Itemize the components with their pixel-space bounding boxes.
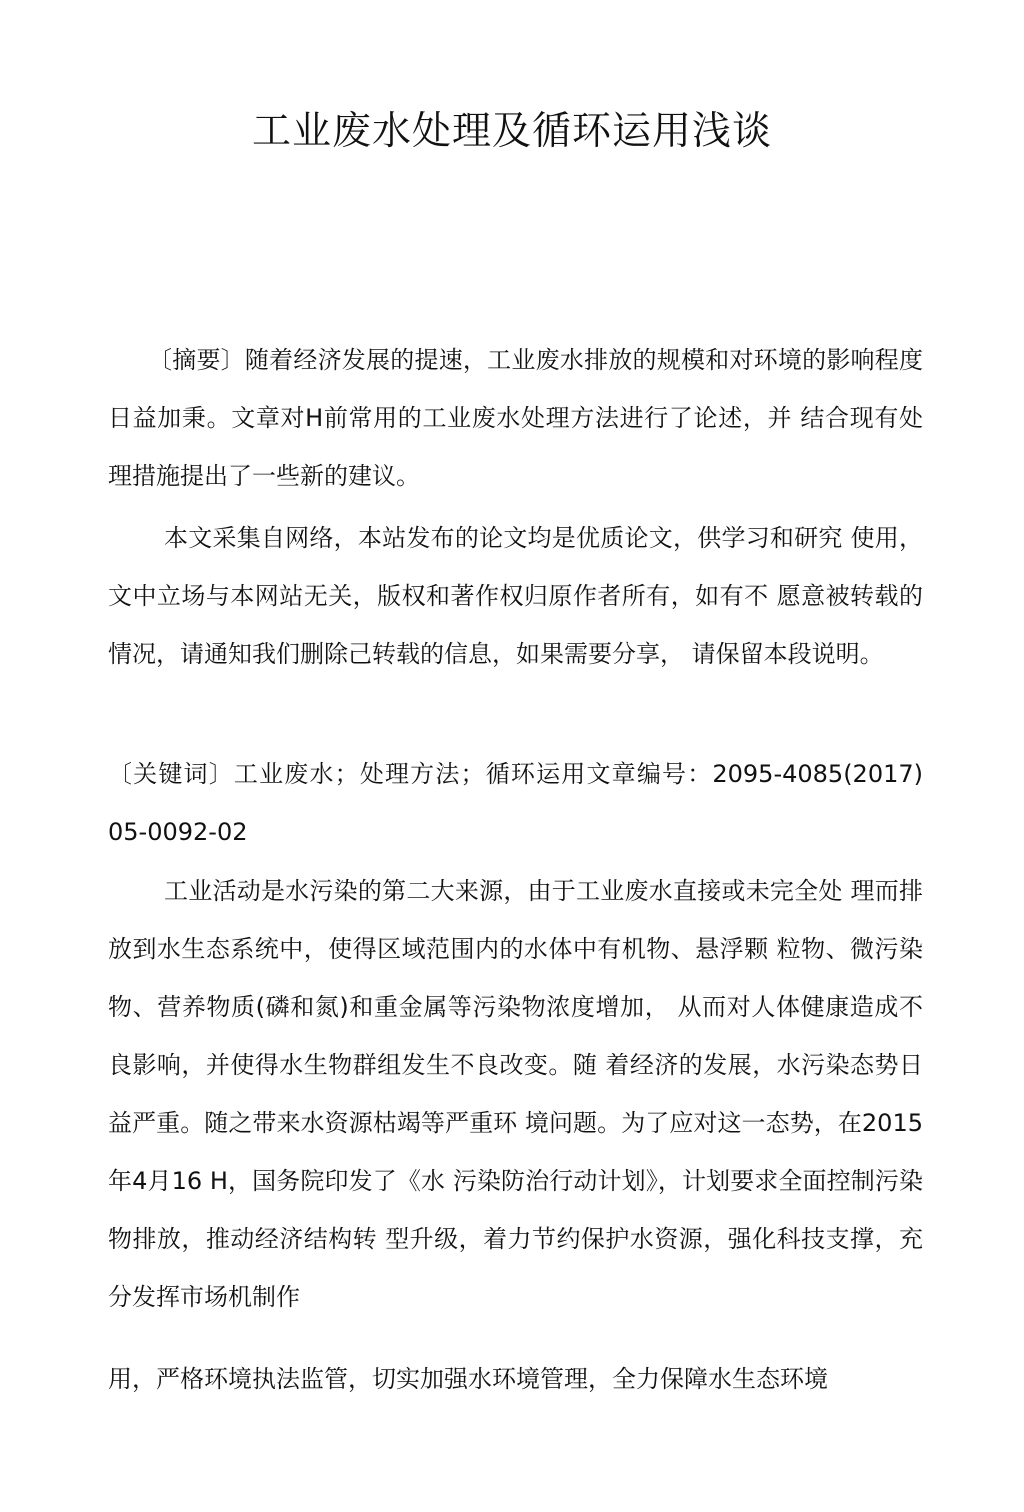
body-paragraph-continuation: 用，严格环境执法监管，切实加强水环境管理，全力保障水生态环境 [108, 1365, 828, 1393]
keywords-paragraph: 〔关键词〕工业废水；处理方法；循环运用文章编号：2095-4085(2017) 05-0092-02 [108, 760, 923, 846]
abstract-paragraph: 〔摘要〕随着经济发展的提速，工业废水排放的规模和对环境的影响程度日益加秉。文章对H前常用的工业废水处理方法进行了论述，并 结合现有处理措施提出了一些新的建议。 [108, 346, 923, 490]
body-paragraph: 工业活动是水污染的第二大来源，由于工业废水直接或未完全处 理而排放到水生态系统中，使得区域范围内的水体中有机物、悬浮颗 粒物、微污染物、营养物质(磷和氮)和重金属等污染物浓度增加， 从而对人体健康造成不良影响，并使得水生物群组发生不良改变。随 着经济的发展，水污染态势日益严重。随之带来水资源枯竭等严重环 境问题。为了应对这一态势，在2015年4月16 H，国务院印发了《水 污染防治行动计划》，计划要求全面控制污染物排放，推动经济结构转 型升级，着力节约保护水资源，强化科技支撑，充分发挥市场机制作 [108, 877, 923, 1311]
notice-paragraph: 本文采集自网络，本站发布的论文均是优质论文，供学习和研究 使用，文中立场与本网站无关，版权和著作权归原作者所有，如有不 愿意被转载的情况，请通知我们删除己转载的信息，如果需要分享， 请保留本段说明。 [108, 524, 923, 668]
document-title: 工业废水处理及循环运用浅谈 [251, 109, 772, 154]
